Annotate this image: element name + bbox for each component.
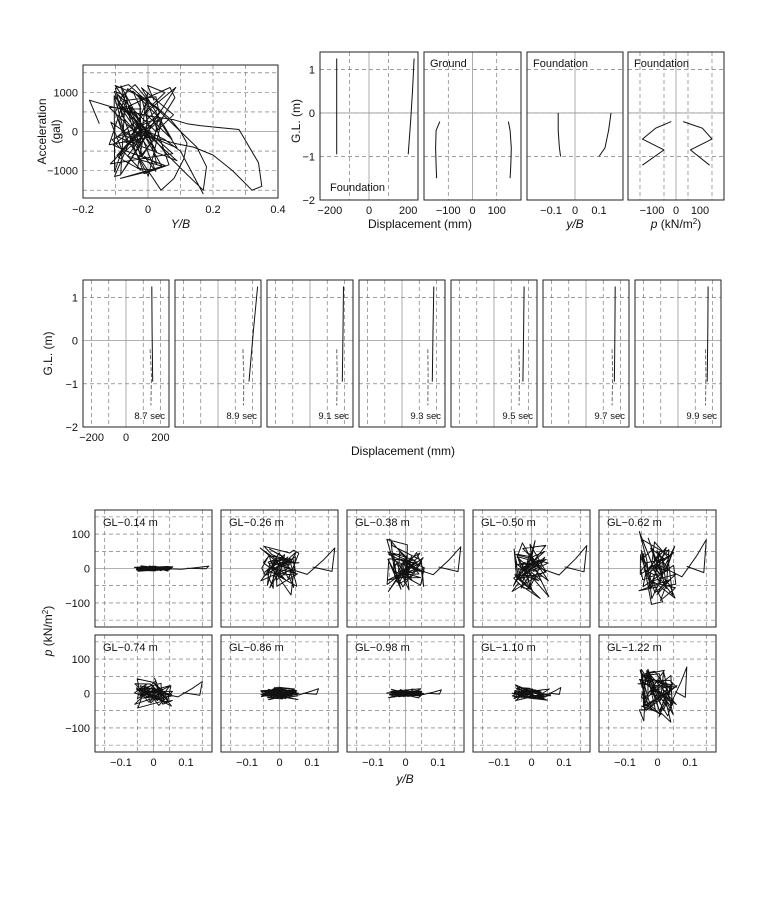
x-tick-label: 0 <box>672 205 680 217</box>
x-tick-label: −100 <box>639 205 665 217</box>
y-axis-label: p $(kN/m^2)$ <box>40 605 55 657</box>
y-axis-label: G.L. (m) <box>289 99 303 143</box>
y-tick-label: −1 <box>65 378 78 391</box>
x-axis-label: Displacement (mm) <box>350 444 456 458</box>
x-tick-label: 200 <box>399 205 418 217</box>
y-tick-label: 0 <box>71 126 78 139</box>
depth-label: GL−1.22 m <box>607 642 662 654</box>
x-tick-label: −0.1 <box>236 757 258 769</box>
x-tick-label: 0.1 <box>556 757 572 769</box>
x-tick-label: −0.1 <box>488 757 510 769</box>
x-tick-label: 0 <box>528 757 535 769</box>
x-tick-label: 0 <box>144 204 152 216</box>
x-axis-label: y/B <box>396 772 414 786</box>
time-label: 9.7 sec <box>594 411 625 422</box>
time-label: 9.5 sec <box>502 411 533 422</box>
x-tick-label: −0.2 <box>72 204 94 216</box>
ground-profile <box>519 349 520 405</box>
y-tick-label: 0 <box>308 107 315 120</box>
y-tick-label: 0 <box>83 563 90 576</box>
x-tick-label: 0.1 <box>430 757 446 769</box>
ground-profile <box>337 349 338 405</box>
pressure-loop-grid <box>41 510 717 786</box>
x-tick-label: 0 <box>654 757 661 769</box>
profile-curve <box>558 113 560 157</box>
x-tick-label: −0.1 <box>110 757 132 769</box>
x-tick-label: 100 <box>690 205 710 217</box>
x-tick-label: −200 <box>317 205 343 217</box>
profile-curve <box>642 122 671 166</box>
x-axis-label: Displacement (mm) <box>367 217 473 231</box>
y-tick-label: 1000 <box>53 87 78 100</box>
panel-label: Ground <box>430 58 467 70</box>
y-tick-label: −2 <box>65 422 78 434</box>
panel-label: Foundation <box>330 182 386 194</box>
ground-profile <box>243 349 244 405</box>
pressure-loop <box>387 689 442 698</box>
depth-label: GL−0.50 m <box>481 517 536 529</box>
panel-label: Foundation <box>634 58 690 70</box>
top-row <box>0 52 771 231</box>
x-tick-label: 0 <box>571 205 579 217</box>
depth-label: GL−0.74 m <box>103 642 158 654</box>
y-tick-label: −2 <box>302 195 315 207</box>
y-tick-label: 1 <box>308 64 315 77</box>
x-tick-label: 0 <box>122 432 130 444</box>
depth-label: GL−0.38 m <box>355 517 410 529</box>
y-tick-label: −100 <box>65 722 90 735</box>
depth-label: GL−0.14 m <box>103 517 158 529</box>
pressure-loop <box>261 687 319 700</box>
x-tick-label: 0.1 <box>682 757 698 769</box>
time-label: 9.1 sec <box>318 411 349 422</box>
x-tick-label: −200 <box>79 432 104 444</box>
foundation-profile <box>614 287 615 382</box>
pressure-loop <box>134 566 208 571</box>
y-tick-label: 100 <box>71 654 90 667</box>
y-tick-label: 100 <box>71 529 90 542</box>
time-series-row <box>41 280 721 458</box>
y-axis-label: Acceleration <box>35 98 49 165</box>
y-axis-label: G.L. (m) <box>41 331 55 376</box>
depth-label: GL−0.62 m <box>607 517 662 529</box>
x-tick-label: 0 <box>469 205 476 217</box>
x-tick-label: 0 <box>402 757 409 769</box>
pressure-loop <box>387 539 461 592</box>
x-tick-label: 0.4 <box>270 204 286 216</box>
foundation-profile <box>249 287 258 382</box>
profile-curve <box>508 122 511 179</box>
foundation-profile <box>432 287 434 382</box>
x-tick-label: 200 <box>151 432 170 444</box>
profile-curve <box>599 113 611 157</box>
depth-label: GL−0.86 m <box>229 642 284 654</box>
depth-label: GL−0.98 m <box>355 642 410 654</box>
x-tick-label: 0 <box>276 757 283 769</box>
y-tick-label: 0 <box>83 688 90 701</box>
profile-curve <box>436 122 440 179</box>
x-axis-label: y/B <box>566 217 584 231</box>
time-label: 8.7 sec <box>134 411 165 422</box>
x-tick-label: −0.1 <box>540 205 562 217</box>
profile-curve <box>683 122 712 166</box>
y-tick-label: −1000 <box>47 165 78 178</box>
time-label: 9.9 sec <box>686 411 717 422</box>
x-tick-label: 0 <box>150 757 157 769</box>
x-tick-label: −100 <box>435 205 461 217</box>
ground-profile <box>612 349 613 405</box>
pressure-loop <box>260 546 335 595</box>
ground-profile <box>150 349 151 405</box>
pressure-loop <box>512 685 561 701</box>
y-tick-label: −100 <box>65 597 90 610</box>
x-axis-label: Y/B <box>170 217 191 231</box>
foundation-profile <box>342 287 343 382</box>
time-label: 8.9 sec <box>226 411 257 422</box>
foundation-profile <box>152 287 153 382</box>
foundation-profile <box>523 287 524 382</box>
y-tick-label: 0 <box>71 335 78 348</box>
pressure-loop <box>638 667 687 722</box>
y-axis-label: (gal) <box>49 119 63 144</box>
y-tick-label: −1 <box>302 151 315 164</box>
y-tick-label: 1 <box>71 292 78 305</box>
x-tick-label: 0.1 <box>178 757 194 769</box>
profile-curve <box>408 59 414 155</box>
x-tick-label: −0.1 <box>614 757 636 769</box>
pressure-loop <box>512 541 587 599</box>
x-tick-label: −0.1 <box>362 757 384 769</box>
pressure-loop <box>639 532 706 605</box>
foundation-profile <box>707 287 708 382</box>
time-label: 9.3 sec <box>410 411 441 422</box>
x-tick-label: 100 <box>487 205 506 217</box>
x-tick-label: 0.1 <box>591 205 607 217</box>
depth-label: GL−1.10 m <box>481 642 536 654</box>
x-tick-label: 0.1 <box>304 757 320 769</box>
x-tick-label: 0 <box>365 205 373 217</box>
x-tick-label: 0.2 <box>205 204 221 216</box>
depth-label: GL−0.26 m <box>229 517 284 529</box>
panel-label: Foundation <box>533 58 589 70</box>
x-axis-label: p $(kN/m^2)$ <box>650 216 702 231</box>
pressure-loop <box>134 678 202 708</box>
